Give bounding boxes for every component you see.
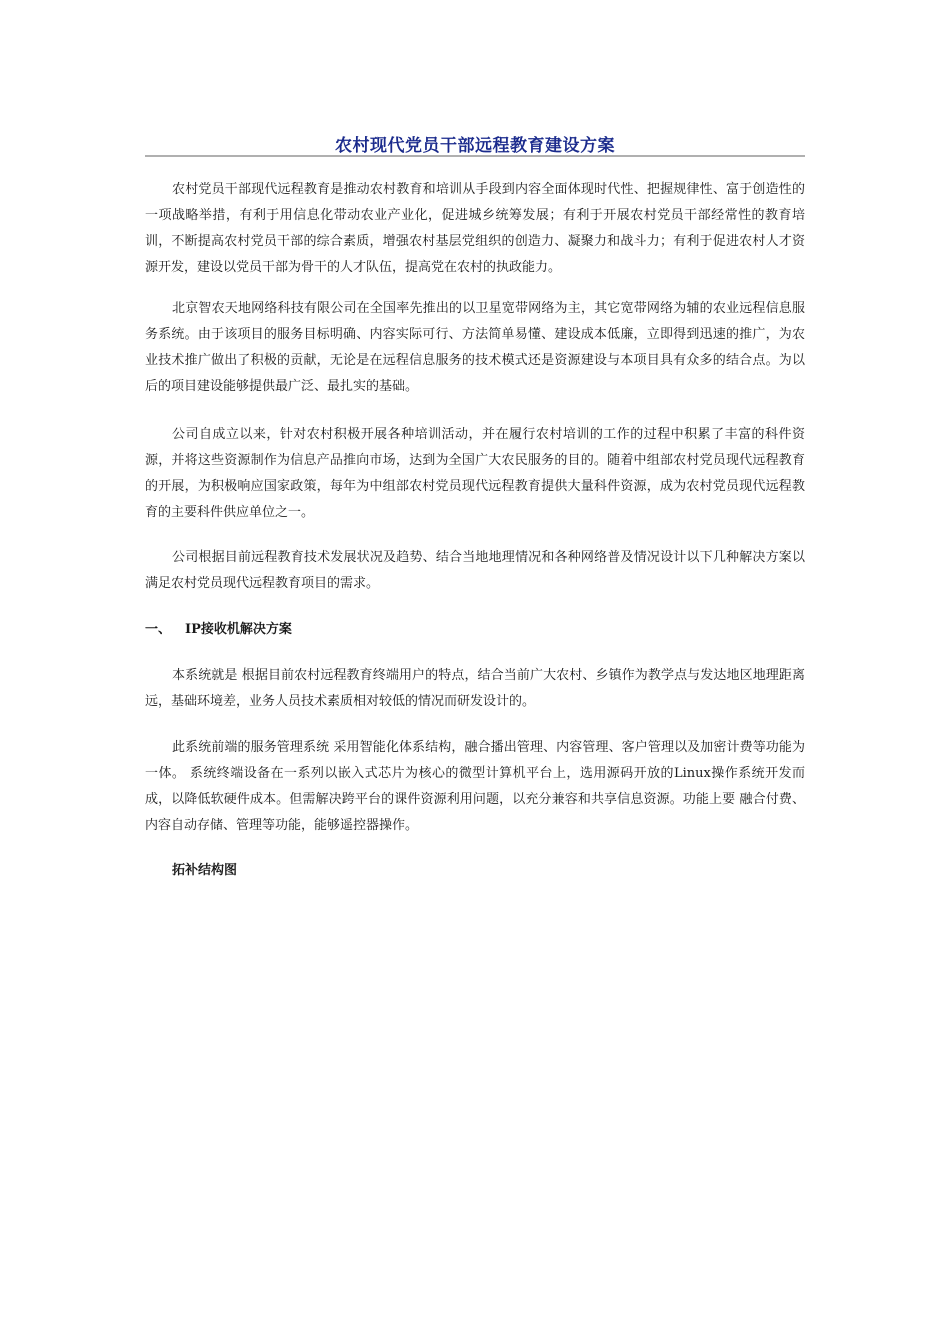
- section-1-heading: [145, 620, 292, 640]
- section-1-number: 一、: [145, 622, 172, 637]
- section-1-paragraph-2: 此系统前端的服务管理系统 采用智能化体系结构，融合播出管理、内容管理、客户管理以及加密计费等功能为一体。 系统终端设备在一系列以嵌入式芯片为核心的微型计算机平台上，选用源码开放的Linux操作系统开发而成，以降低软硬件成本。但需解决跨平台的课件资源利用问题，以充分兼容和共享信息资源。功能上要 融合付费、内容自动存储、管理等功能，能够遥控器操作。: [145, 740, 805, 833]
- topology-diagram-heading: 拓补结构图: [172, 863, 238, 878]
- intro-paragraph-3: 公司自成立以来，针对农村积极开展各种培训活动，并在履行农村培训的工作的过程中积累了丰富的科件资源，并将这些资源制作为信息产品推向市场，达到为全国广大农民服务的目的。随着中组部农村党员现代远程教育的开展，为积极响应国家政策，每年为中组部农村党员现代远程教育提供大量科件资源，成为农村党员现代远程教育的主要科件供应单位之一。: [145, 427, 805, 520]
- document-title: 农村现代党员干部远程教育建设方案: [335, 136, 615, 156]
- intro-paragraph-2: 北京智农天地网络科技有限公司在全国率先推出的以卫星宽带网络为主，其它宽带网络为辅的农业远程信息服务系统。由于该项目的服务目标明确、内容实际可行、方法简单易懂、建设成本低廉，立即得到迅速的推广，为农业技术推广做出了积极的贡献，无论是在远程信息服务的技术模式还是资源建设与本项目具有众多的结合点。为以后的项目建设能够提供最广泛、最扎实的基础。: [145, 301, 805, 394]
- section-1-title: IP接收机解决方案: [185, 622, 292, 637]
- intro-paragraph-4: 公司根据目前远程教育技术发展状况及趋势、结合当地地理情况和各种网络普及情况设计以下几种解决方案以满足农村党员现代远程教育项目的需求。: [145, 550, 805, 591]
- title-divider: [145, 155, 805, 157]
- section-1-paragraph-1: 本系统就是 根据目前农村远程教育终端用户的特点，结合当前广大农村、乡镇作为教学点与发达地区地理距离远，基础环境差，业务人员技术素质相对较低的情况而研发设计的。: [145, 668, 805, 709]
- intro-paragraph-1: 农村党员干部现代远程教育是推动农村教育和培训从手段到内容全面体现时代性、把握规律性、富于创造性的一项战略举措，有利于用信息化带动农业产业化，促进城乡统筹发展；有利于开展农村党员干部经常性的教育培训，不断提高农村党员干部的综合素质，增强农村基层党组织的创造力、凝聚力和战斗力；有利于促进农村人才资源开发，建设以党员干部为骨干的人才队伍，提高党在农村的执政能力。: [145, 182, 805, 275]
